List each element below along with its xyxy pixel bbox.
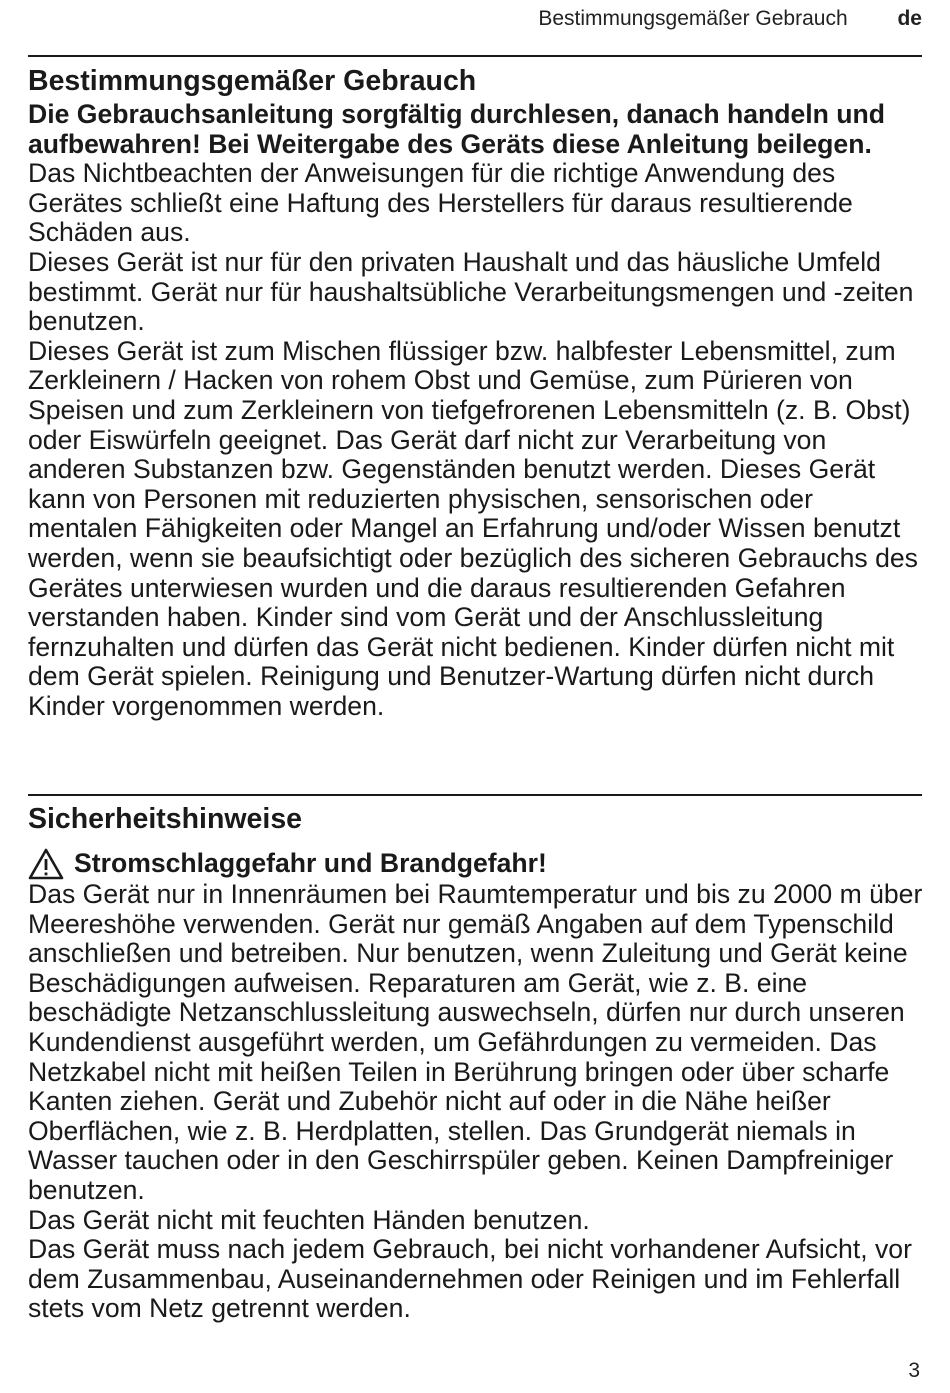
section-divider [28, 794, 922, 796]
intended-use-lead: Die Gebrauchsanleitung sorgfältig durchlesen, danach handeln und aufbewahren! Bei Weitergabe des Geräts diese Anleitung beilegen. [28, 99, 886, 159]
page-number: 3 [908, 1359, 920, 1382]
intended-use-heading: Bestimmungsgemäßer Gebrauch [28, 65, 477, 97]
language-code: de [897, 7, 922, 30]
safety-paragraph: Das Gerät muss nach jedem Gebrauch, bei nicht vorhandener Aufsicht, vor dem Zusammenbau, Auseinandernehmen oder Reinigen und im Fehlerfall stets vom Netz getrennt werden. [28, 1234, 912, 1324]
warning-triangle-icon [28, 848, 64, 880]
safety-heading: Sicherheitshinweise [28, 803, 303, 835]
safety-section [28, 802, 924, 1324]
warning-title: Stromschlaggefahr und Brandgefahr! [74, 848, 547, 879]
intended-use-paragraph: Dieses Gerät ist nur für den privaten Haushalt und das häusliche Umfeld bestimmt. Gerät nur für haushaltsübliche Verarbeitungsmengen und -zeiten benutzen. [28, 246, 914, 337]
intended-use-paragraph: Dieses Gerät ist zum Mischen flüssiger bzw. halbfester Lebensmittel, zum Zerkleinern / Hacken von rohem Obst und Gemüse, zum Pürieren von Speisen und zum Zerkleinern von tiefgefrorenen Lebensmitteln (z. B. Obst) oder Eiswürfeln geeignet. Das Gerät darf nicht zur Verarbeitung von anderen Substanzen bzw. Gegenständen benutzt werden. Dieses Gerät kann von Personen mit reduzierten physischen, sensorischen oder mentalen Fähigkeiten oder Mangel an Erfahrung und/oder Wissen benutzt werden, wenn sie beaufsichtigt oder bezüglich des sicheren Gebrauchs des Gerätes unterwiesen wurden und die daraus resultierenden Gefahren verstanden haben. Kinder sind vom Gerät und der Anschlussleitung fernzuhalten und dürfen das Gerät nicht bedienen. Kinder dürfen nicht mit dem Gerät spielen. Reinigung und Benutzer-Wartung dürfen nicht durch Kinder vorgenommen werden. [28, 335, 918, 721]
header-section-title: Bestimmungsgemäßer Gebrauch [538, 7, 848, 30]
warning-heading [28, 848, 924, 880]
page-header [538, 6, 922, 32]
intended-use-paragraph: Das Nichtbeachten der Anweisungen für die richtige Anwendung des Gerätes schließt eine Haftung des Herstellers für daraus resultierende Schäden aus. [28, 158, 853, 248]
safety-paragraph: Das Gerät nicht mit feuchten Händen benutzen. [28, 1204, 590, 1235]
header-divider [28, 55, 922, 57]
safety-paragraph: Das Gerät nur in Innenräumen bei Raumtemperatur und bis zu 2000 m über Meereshöhe verwenden. Gerät nur gemäß Angaben auf dem Typenschild anschließen und betreiben. Nur benutzen, wenn Zuleitung und Gerät keine Beschädigungen aufweisen. Reparaturen am Gerät, wie z. B. eine beschädigte Netzanschlussleitung auswechseln, dürfen nur durch unseren Kundendienst ausgeführt werden, um Gefährdungen zu vermeiden. Das Netzkabel nicht mit heißen Teilen in Berührung bringen oder über scharfe Kanten ziehen. Gerät und Zubehör nicht auf oder in die Nähe heißer Oberflächen, wie z. B. Herdplatten, stellen. Das Grundgerät niemals in Wasser tauchen oder in den Geschirrspüler geben. Keinen Dampfreiniger benutzen. [28, 879, 923, 1205]
intended-use-section [28, 64, 924, 721]
